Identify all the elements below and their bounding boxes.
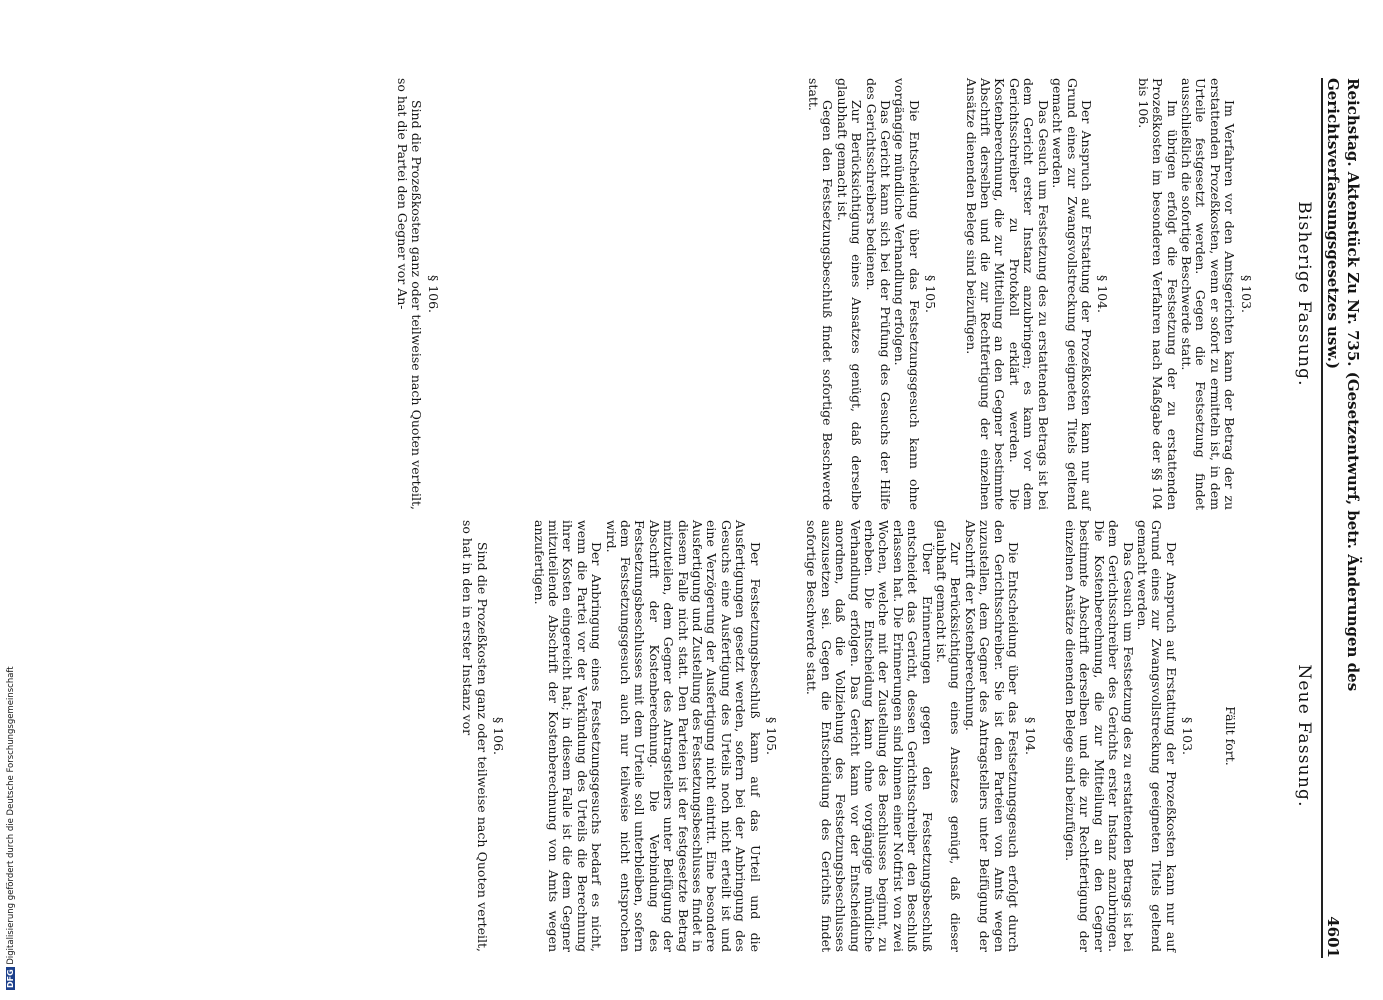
digitization-credit	[6, 666, 16, 990]
column-heading-new: Neue Fassung.	[1294, 664, 1314, 808]
page-header	[1321, 78, 1363, 958]
section-105-title: § 105.	[923, 274, 939, 314]
section-106-new-title: § 106.	[491, 716, 507, 756]
page-number: 4601	[1324, 916, 1342, 958]
column-new-version	[460, 520, 1319, 952]
section-104-title: § 104.	[1095, 274, 1111, 314]
section-105-paragraph-1: Die Entscheidung über das Festsetzungsgesuch kann ohne vorgängige mündliche Verhandlung erfolgen.	[892, 78, 922, 510]
section-104-paragraph-1: Der Anspruch auf Erstattung der Prozeßkosten kann nur auf Grund eines zur Zwangsvollstreckung geeigneten Titels geltend gemacht werden.	[1050, 78, 1094, 510]
section-104-new-paragraph-2: Zur Berücksichtigung eines Ansatzes genügt, daß dieser glaubhaft gemacht ist.	[934, 520, 964, 952]
section-106-paragraph-1: Sind die Prozeßkosten ganz oder teilweise nach Quoten verteilt, so hat die Partei den Gegner vor An-	[394, 78, 425, 510]
header-title: Reichstag. Aktenstück Zu Nr. 735. (Gesetzentwurf, betr. Änderungen des Gerichtsverfassungsgesetzes usw.)	[1324, 78, 1362, 692]
section-106-new-paragraph-1: Sind die Prozeßkosten ganz oder teilweise nach Quoten verteilt, so hat in den in erster Instanz vor	[460, 520, 490, 952]
section-103-new-paragraph-1: Der Anspruch auf Erstattung der Prozeßkosten kann nur auf Grund eines zur Zwangsvollstreckung geeigneten Titels geltend gemacht werden.	[1134, 520, 1179, 952]
section-103-removed-note: Fällt fort.	[1222, 706, 1238, 766]
section-104-new-title: § 104.	[1022, 716, 1038, 756]
section-103-paragraph-1: Im Verfahren vor den Amtsgerichten kann der Betrag der zu erstattenden Prozeßkosten, wenn er sofort zu ermitteln ist, in dem Urteile festgesetzt werden. Gegen die Festsetzung findet ausschließlich die sofortige Beschwerde statt.	[1178, 78, 1238, 510]
digitization-credit-text: Digitalisierung gefördert durch die Deutsche Forschungsgemeinschaft	[6, 666, 16, 965]
dfg-logo: DFG	[6, 969, 15, 988]
section-103-paragraph-2: Im übrigen erfolgt die Festsetzung der zu erstattenden Prozeßkosten im besonderen Verfahren nach Maßgabe der §§ 104 bis 106.	[1135, 78, 1180, 510]
section-105-paragraph-3: Zur Berücksichtigung eines Ansatzes genügt, daß derselbe glaubhaft gemacht ist.	[834, 78, 865, 510]
section-106-title: § 106.	[425, 274, 441, 314]
section-103-title: § 103.	[1238, 274, 1254, 314]
section-105-paragraph-2: Das Gericht kann sich bei der Prüfung des Gesuchs der Hilfe des Gerichtsschreibers bedienen.	[863, 78, 894, 510]
section-104-paragraph-2: Das Gesuch um Festsetzung des zu erstattenden Betrags ist bei dem Gericht erster Instanz anzubringen; es kann vor dem Gerichtsschreiber zu Protokoll erklärt werden. Die Kostenberechnung, die zur Mitteilung an den Gegner bestimmte Abschrift derselben und die zur Rechtfertigung der einzelnen Ansätze dienenden Belege sind beizufügen.	[963, 78, 1051, 510]
section-105-new-title: § 105.	[764, 716, 780, 756]
column-previous-version	[394, 78, 1319, 510]
section-105-new-paragraph-2: Der Anbringung eines Festsetzungsgesuchs bedarf es nicht, wenn die Partei vor der Verkündung des Urteils die Berechnung ihrer Kosten eingereicht hat; in diesem Falle ist die dem Gegner mitzuteilende Abschrift der Kostenberechnung von Amts wegen anzufertigen.	[531, 520, 605, 952]
section-103-new-paragraph-2: Das Gesuch um Festsetzung des zu erstattenden Betrags ist bei dem Gerichtsschreiber des Gerichts erster Instanz anzubringen. Die Kostenberechnung, die zur Mitteilung an den Gegner bestimmte Abschrift derselben und die zur Rechtfertigung der einzelnen Ansätze dienenden Belege sind beizufügen.	[1062, 520, 1136, 952]
section-104-new-paragraph-1: Die Entscheidung über das Festsetzungsgesuch erfolgt durch den Gerichtsschreiber. Sie ist den Parteien von Amts wegen zuzustellen, dem Gegner des Antragstellers unter Beifügung der Abschrift der Kostenberechnung.	[962, 520, 1022, 952]
section-105-paragraph-4: Gegen den Festsetzungsbeschluß findet sofortige Beschwerde statt.	[806, 78, 836, 510]
section-105-new-paragraph-1: Der Festsetzungsbeschluß kann auf das Urteil und die Ausfertigungen gesetzt werden, sofern bei der Anbringung des Gesuchs eine Ausfertigung des Urteils noch nicht erteilt ist und eine Verzögerung der Ausfertigung nicht eintritt. Eine besondere Ausfertigung und Zustellung des Festsetzungsbeschlusses findet in diesem Falle nicht statt. Den Parteien ist der festgesetzte Betrag mitzuteilen, dem Gegner des Antragstellers unter Beifügung der Abschrift der Kostenberechnung. Die Verbindung des Festsetzungsbeschlusses mit dem Urteile soll unterbleiben, sofern dem Festsetzungsgesuch auch nur teilweise nicht entsprochen wird.	[603, 520, 763, 952]
column-heading-previous: Bisherige Fassung.	[1294, 201, 1314, 387]
section-104-new-paragraph-3: Über Erinnerungen gegen den Festsetzungsbeschluß entscheidet das Gericht, dessen Gerichtsschreiber den Beschluß erlassen hat. Die Erinnerungen sind binnen einer Notfrist von zwei Wochen, welche mit der Zustellung des Beschlusses beginnt, zu erheben. Die Entscheidung kann ohne vorgängige mündliche Verhandlung erfolgen. Das Gericht kann vor der Entscheidung anordnen, daß die Vollziehung des Festsetzungsbeschlusses auszusetzen sei. Gegen die Entscheidung des Gerichts findet sofortige Beschwerde statt.	[804, 520, 935, 952]
section-103-new-title: § 103.	[1180, 716, 1196, 756]
